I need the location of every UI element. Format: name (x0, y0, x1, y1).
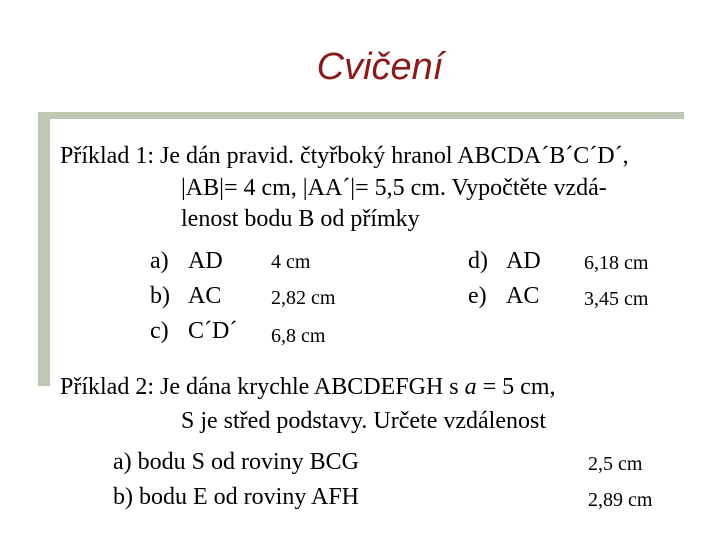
example-1-line-2: |AB|= 4 cm, |AA´|= 5,5 cm. Vypočtěte vzdá- (181, 175, 607, 201)
item-a-answer: 4 cm (271, 251, 311, 273)
item-b-label: b) (150, 283, 170, 309)
item-e-answer: 3,45 cm (584, 288, 649, 310)
item-a-label: a) (150, 248, 169, 274)
item-a-line: AD (188, 248, 223, 274)
item-d-label: d) (468, 248, 488, 274)
ex2-item-a-answer: 2,5 cm (588, 453, 643, 475)
example-1-line-3: lenost bodu B od přímky (181, 206, 420, 232)
example-2-line-1 (60, 374, 555, 401)
item-c-line: C´D´ (188, 318, 238, 344)
item-b-answer: 2,82 cm (271, 287, 336, 309)
item-c-answer: 6,8 cm (271, 325, 326, 347)
item-d-line: AD (506, 248, 541, 274)
item-e-label: e) (468, 283, 487, 309)
example-2-line-1-start: Příklad 2: Je dána krychle ABCDEFGH s (60, 374, 465, 400)
example-2-line-2: S je střed podstavy. Určete vzdálenost (181, 408, 547, 434)
edge-variable: a (464, 374, 477, 400)
ex2-item-b: b) bodu E od roviny AFH (113, 484, 359, 510)
example-2-line-1-end: = 5 cm, (476, 374, 556, 400)
slide-title: Cvičení (316, 46, 444, 88)
item-c-label: c) (150, 318, 169, 344)
decorative-vertical-bar (38, 112, 50, 386)
item-d-answer: 6,18 cm (584, 252, 649, 274)
item-b-line: AC (188, 283, 222, 309)
decorative-horizontal-bar (38, 112, 684, 119)
example-1-line-1: Příklad 1: Je dán pravid. čtyřboký hranol ABCDA´B´C´D´, (60, 143, 629, 169)
item-e-line: AC (506, 283, 540, 309)
ex2-item-b-answer: 2,89 cm (588, 489, 653, 511)
ex2-item-a: a) bodu S od roviny BCG (113, 449, 359, 475)
